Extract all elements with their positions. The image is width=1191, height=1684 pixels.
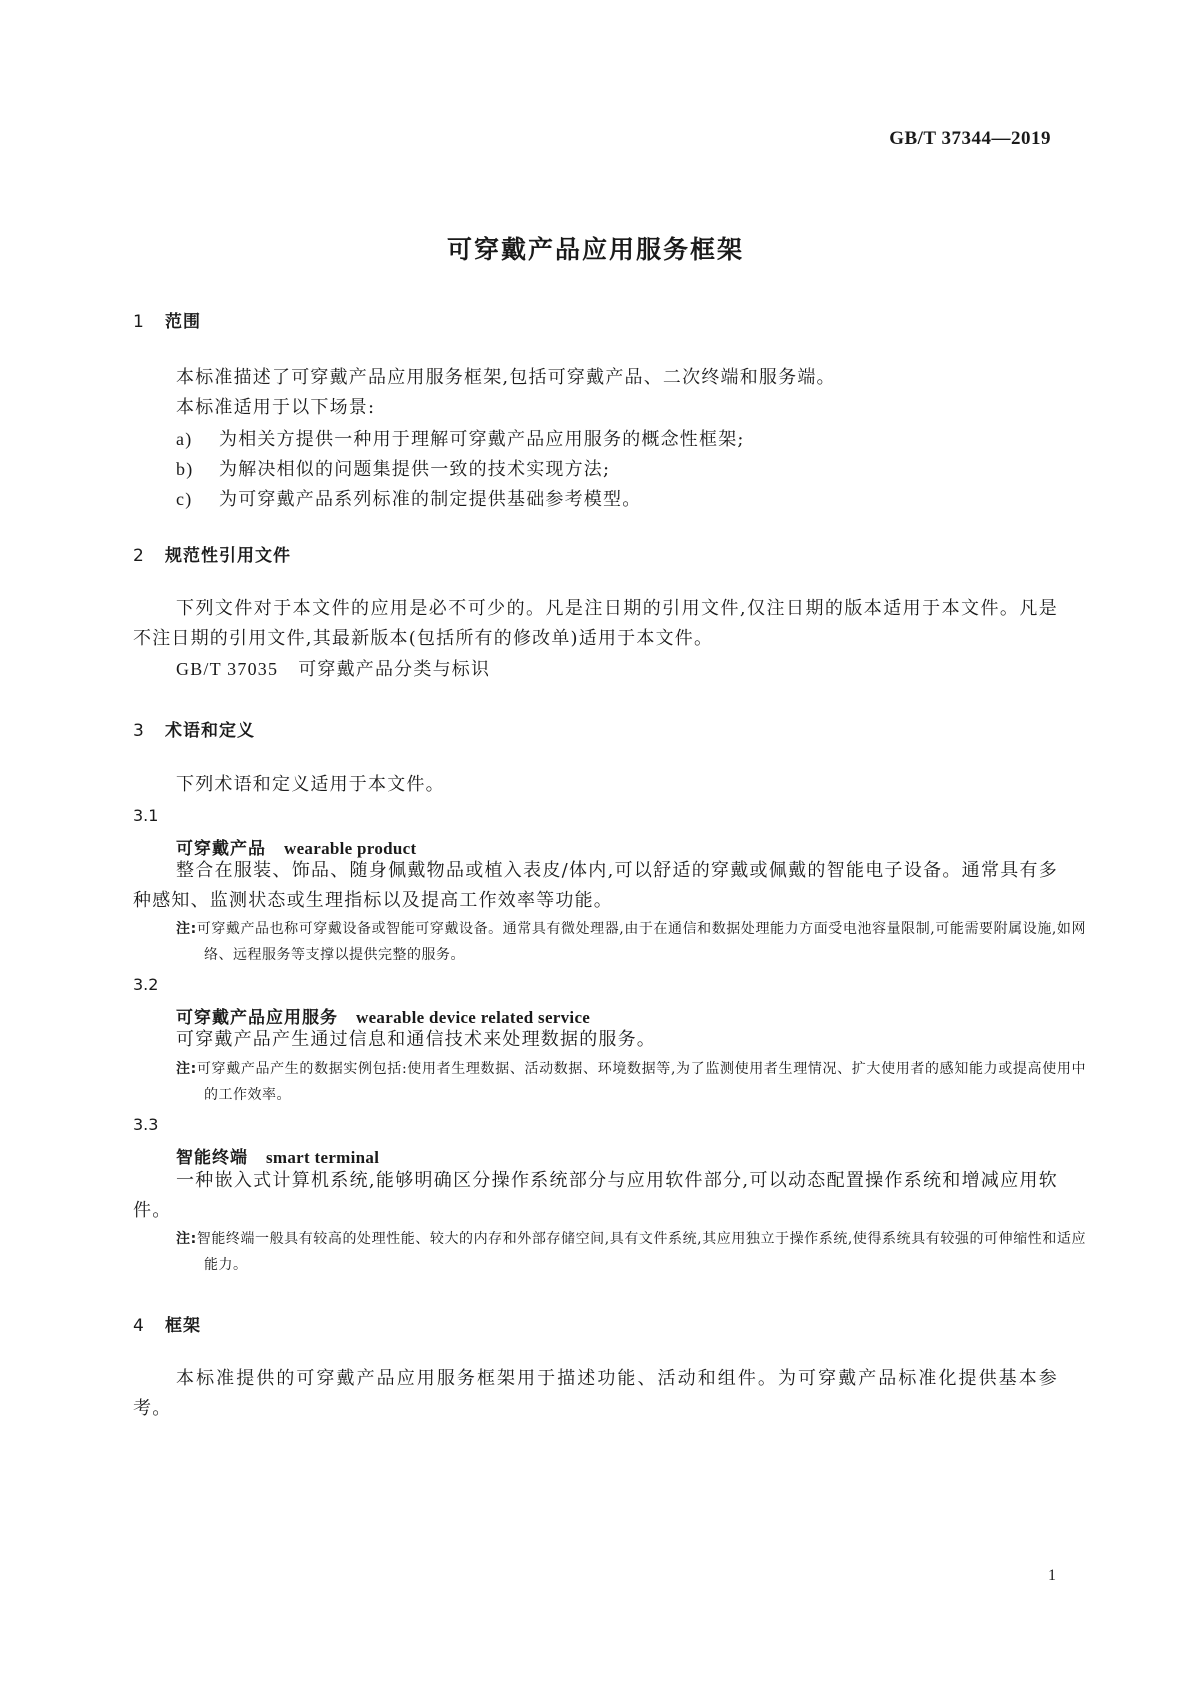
page-number: 1 xyxy=(1048,1567,1056,1584)
section-4-heading xyxy=(133,1311,201,1336)
section-2-heading xyxy=(133,541,291,566)
paragraph: 本标准描述了可穿戴产品应用服务框架,包括可穿戴产品、二次终端和服务端。 xyxy=(176,367,836,388)
list-item xyxy=(176,425,745,451)
term-en: smart terminal xyxy=(266,1148,380,1167)
term-definition: 一种嵌入式计算机系统,能够明确区分操作系统部分与应用软件部分,可以动态配置操作系统和增减应用软件。 xyxy=(133,1170,1058,1221)
term-definition: 可穿戴产品产生通过信息和通信技术来处理数据的服务。 xyxy=(176,1029,656,1050)
note-label: 注: xyxy=(176,1231,197,1247)
term-en: wearable product xyxy=(284,839,417,858)
term-number: 3.3 xyxy=(133,1115,159,1134)
list-marker: a) xyxy=(176,429,193,449)
paragraph: 下列文件对于本文件的应用是必不可少的。凡是注日期的引用文件,仅注日期的版本适用于本文件。凡是不注日期的引用文件,其最新版本(包括所有的修改单)适用于本文件。 xyxy=(133,598,1058,649)
section-title: 术语和定义 xyxy=(165,721,255,741)
term-zh: 智能终端 xyxy=(176,1148,248,1168)
note-text: 可穿戴产品产生的数据实例包括:使用者生理数据、活动数据、环境数据等,为了监测使用者生理情况、扩大使用者的感知能力或提高使用中的工作效率。 xyxy=(196,1061,1086,1103)
list-marker: c) xyxy=(176,489,193,509)
note xyxy=(176,1056,1086,1108)
section-title: 范围 xyxy=(165,312,201,332)
term-number: 3.2 xyxy=(133,975,159,994)
reference-code: GB/T 37035 xyxy=(176,659,279,679)
list-item xyxy=(176,485,641,511)
section-title: 规范性引用文件 xyxy=(165,546,291,566)
note-label: 注: xyxy=(176,921,197,937)
section-number: 3 xyxy=(133,721,145,741)
list-text: 为可穿戴产品系列标准的制定提供基础参考模型。 xyxy=(219,489,642,510)
term-zh: 可穿戴产品 xyxy=(176,839,266,859)
paragraph: 本标准适用于以下场景: xyxy=(176,397,376,418)
list-item xyxy=(176,455,610,481)
section-number: 1 xyxy=(133,312,145,332)
document-title: 可穿戴产品应用服务框架 xyxy=(446,235,744,264)
note xyxy=(176,1226,1086,1278)
term-number: 3.1 xyxy=(133,806,159,825)
term-definition: 整合在服装、饰品、随身佩戴物品或植入表皮/体内,可以舒适的穿戴或佩戴的智能电子设备。通常具有多种感知、监测状态或生理指标以及提高工作效率等功能。 xyxy=(133,860,1058,911)
list-text: 为解决相似的问题集提供一致的技术实现方法; xyxy=(219,459,611,480)
note-text: 可穿戴产品也称可穿戴设备或智能可穿戴设备。通常具有微处理器,由于在通信和数据处理能力方面受电池容量限制,可能需要附属设施,如网络、远程服务等支撑以提供完整的服务。 xyxy=(196,921,1086,963)
term-zh: 可穿戴产品应用服务 xyxy=(176,1008,338,1028)
standard-code: GB/T 37344—2019 xyxy=(889,128,1051,149)
note xyxy=(176,916,1086,968)
note-text: 智能终端一般具有较高的处理性能、较大的内存和外部存储空间,具有文件系统,其应用独立于操作系统,使得系统具有较强的可伸缩性和适应能力。 xyxy=(196,1231,1086,1273)
normative-reference xyxy=(176,654,490,685)
paragraph: 本标准提供的可穿戴产品应用服务框架用于描述功能、活动和组件。为可穿戴产品标准化提供基本参考。 xyxy=(133,1368,1058,1419)
section-1-heading xyxy=(133,307,201,332)
section-3-heading xyxy=(133,716,255,741)
note-label: 注: xyxy=(176,1061,197,1077)
section-number: 2 xyxy=(133,546,145,566)
reference-title: 可穿戴产品分类与标识 xyxy=(298,659,491,680)
term-en: wearable device related service xyxy=(356,1008,591,1027)
term-heading xyxy=(176,1143,379,1168)
paragraph: 下列术语和定义适用于本文件。 xyxy=(176,774,445,795)
section-number: 4 xyxy=(133,1316,145,1336)
section-title: 框架 xyxy=(165,1316,201,1336)
list-marker: b) xyxy=(176,459,194,479)
list-text: 为相关方提供一种用于理解可穿戴产品应用服务的概念性框架; xyxy=(219,429,745,450)
